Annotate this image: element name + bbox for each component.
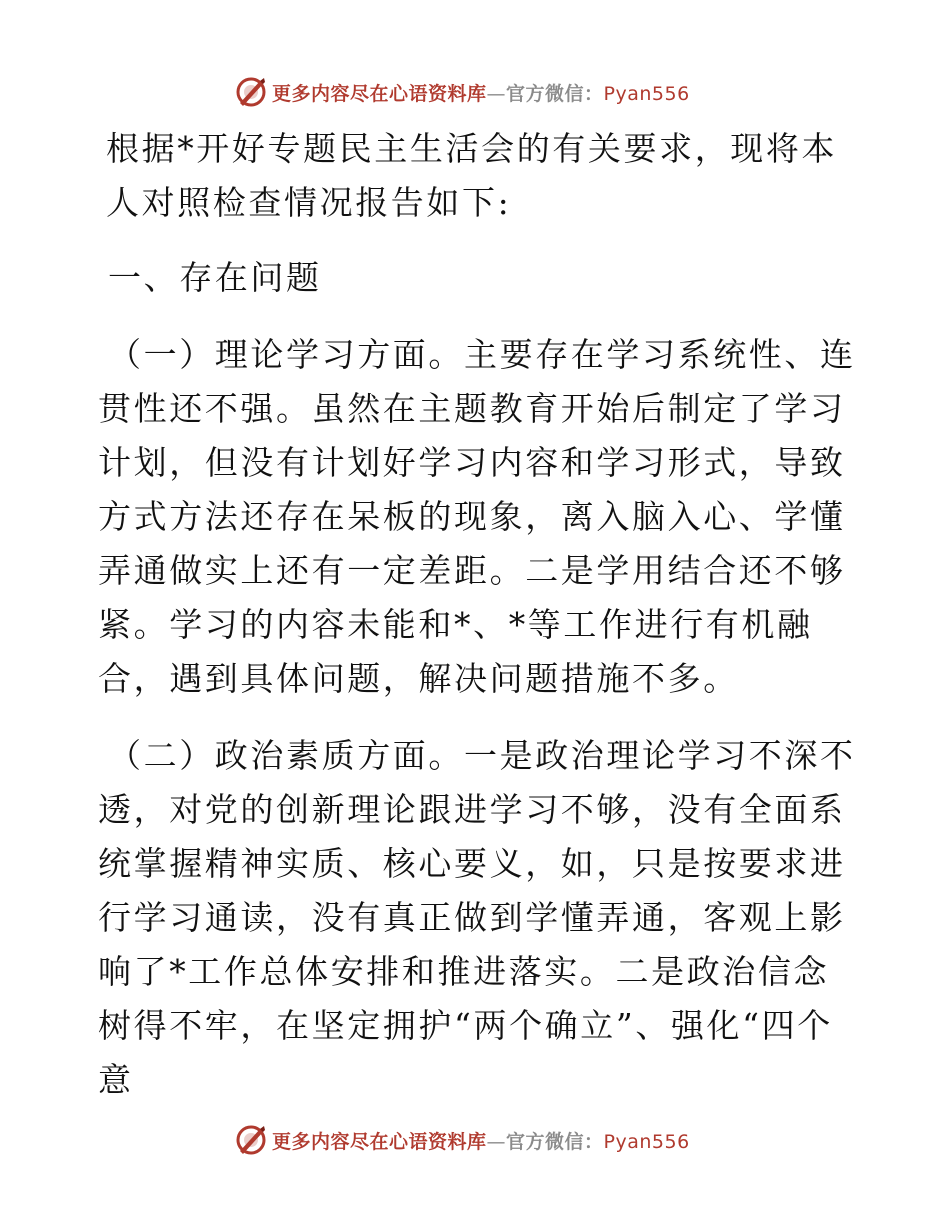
intro-paragraph: 根据*开好专题民主生活会的有关要求，现将本人对照检查情况报告如下: [106,129,838,222]
political-quality-paragraph: （二）政治素质方面。一是政治理论学习不深不透，对党的创新理论跟进学习不够，没有全面系统掌握精神实质、核心要义，如，只是按要求进行学习通读，没有真正做到学懂弄通，客观上影响了*工作总体安排和推进落实。二是政治信念树得不牢，在坚定拥护“两个确立”、强化“四个意 [98,736,856,1099]
watermark-text [272,79,690,106]
watermark-text [272,1127,690,1154]
watermark-contact-label: 官方微信： [506,1130,604,1153]
section-heading: 一、存在问题 [108,258,322,297]
watermark-wechat-id: Pyan556 [603,1130,690,1153]
watermark-main-text: 更多内容尽在心语资料库 [272,1130,487,1153]
pen-in-circle-logo-icon [234,75,268,109]
watermark-wechat-id: Pyan556 [603,82,690,105]
watermark-separator: — [486,1130,507,1153]
document-body [98,122,858,1107]
pen-in-circle-logo-icon [234,1123,268,1157]
watermark-footer [234,1120,714,1160]
watermark-header [234,72,714,112]
theory-study-paragraph: （一）理论学习方面。主要存在学习系统性、连贯性还不强。虽然在主题教育开始后制定了学习计划，但没有计划好学习内容和学习形式，导致方式方法还存在呆板的现象，离入脑入心、学懂弄通做实上还有一定差距。二是学用结合还不够紧。学习的内容未能和*、*等工作进行有机融合，遇到具体问题，解决问题措施不多。 [98,335,856,698]
watermark-separator: — [486,82,507,105]
watermark-contact-label: 官方微信： [506,82,604,105]
watermark-main-text: 更多内容尽在心语资料库 [272,82,487,105]
